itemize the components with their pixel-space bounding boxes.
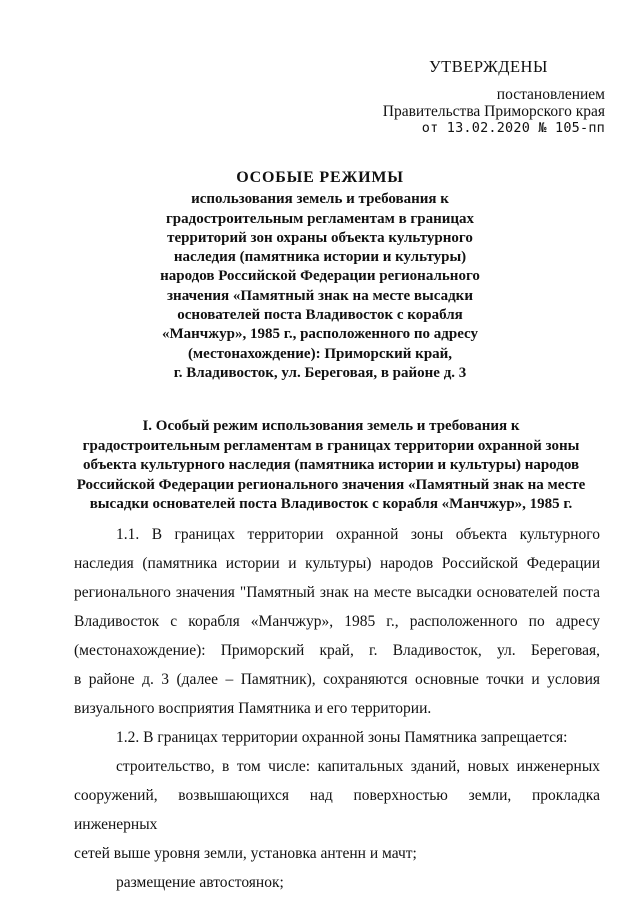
body-line: визуального восприятия Памятника и его территории. xyxy=(74,700,432,717)
document-body xyxy=(74,520,600,897)
title-line: основателей поста Владивосток с корабля xyxy=(177,307,463,324)
title-line: народов Российской Федерации регионального xyxy=(160,268,480,285)
title-main: ОСОБЫЕ РЕЖИМЫ xyxy=(236,169,404,186)
title-line: (местонахождение): Приморский край, xyxy=(187,345,453,362)
body-line: Владивосток с корабля «Манчжур», 1985 г., расположенного по адресу xyxy=(74,613,600,630)
title-line: территорий зон охраны объекта культурного xyxy=(167,229,473,246)
title-line: «Манчжур», 1985 г., расположенного по адресу xyxy=(161,326,479,343)
paragraph-1-1 xyxy=(74,520,600,723)
section-line: I. Особый режим использования земель и требования к xyxy=(142,418,520,434)
approval-line-2: Правительства Приморского края xyxy=(382,103,605,120)
section-heading xyxy=(70,417,592,515)
approval-line-1: постановлением xyxy=(496,86,605,103)
title-line: использования земель и требования к xyxy=(191,191,449,208)
document-title xyxy=(120,168,520,383)
section-line: высадки основателей поста Владивосток с корабля «Манчжур», 1985 г. xyxy=(89,496,573,512)
title-line: наследия (памятника истории и культуры) xyxy=(173,249,467,266)
body-line: размещение автостоянок; xyxy=(116,874,284,891)
paragraph-parking xyxy=(74,868,600,897)
body-line: 1.1. В границах территории охранной зоны объекта культурного xyxy=(116,526,600,543)
section-line: Российской Федерации регионального значения «Памятный знак на месте xyxy=(76,476,586,493)
paragraph-construction xyxy=(74,752,600,868)
body-line: строительство, в том числе: капитальных зданий, новых инженерных xyxy=(116,758,600,775)
approval-date-number: от 13.02.2020 № 105-пп xyxy=(421,120,605,136)
section-line: градостроительным регламентам в границах территории охранной зоны xyxy=(82,437,580,454)
paragraph-1-2 xyxy=(74,723,600,752)
body-line: 1.2. В границах территории охранной зоны Памятника запрещается: xyxy=(116,729,568,746)
title-line: значения «Памятный знак на месте высадки xyxy=(167,287,473,304)
body-line: сооружений, возвышающихся над поверхностью земли, прокладка инженерных xyxy=(74,787,600,833)
section-line: объекта культурного наследия (памятника истории и культуры) народов xyxy=(82,457,580,473)
approved-heading: УТВЕРЖДЕНЫ xyxy=(429,57,548,76)
title-line: г. Владивосток, ул. Береговая, в районе д. 3 xyxy=(173,364,467,381)
body-line: регионального значения "Памятный знак на месте высадки основателей поста xyxy=(74,584,600,601)
body-line: наследия (памятника истории и культуры) народов Российской Федерации xyxy=(74,555,600,572)
body-line: в районе д. 3 (далее – Памятник), сохраняются основные точки и условия xyxy=(74,671,600,688)
title-line: градостроительным регламентам в границах xyxy=(165,210,475,227)
body-line: (местонахождение): Приморский край, г. Владивосток, ул. Береговая, xyxy=(74,642,600,659)
approval-stamp xyxy=(355,58,605,137)
body-line: сетей выше уровня земли, установка антенн и мачт; xyxy=(74,845,417,862)
